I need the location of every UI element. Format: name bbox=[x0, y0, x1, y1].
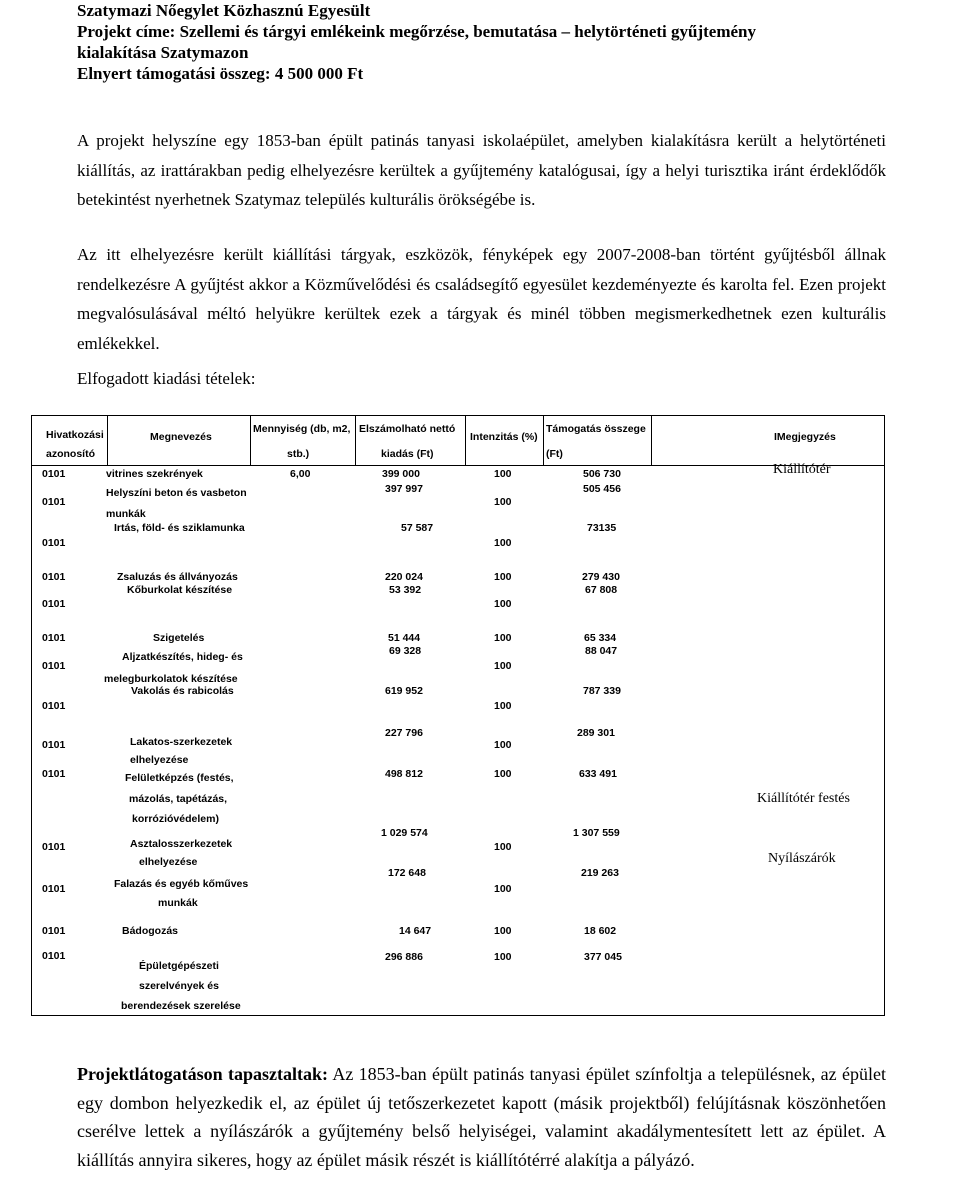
row-name-line-2: munkák bbox=[158, 897, 198, 909]
col-header-support-2: (Ft) bbox=[546, 448, 563, 460]
row-id: 0101 bbox=[42, 700, 66, 712]
row-intensity: 100 bbox=[494, 632, 512, 644]
grant-amount: Elnyert támogatási összeg: 4 500 000 Ft bbox=[77, 64, 364, 83]
row-intensity: 100 bbox=[494, 925, 512, 937]
row-qty: 6,00 bbox=[290, 468, 311, 480]
row-cost: 619 952 bbox=[385, 685, 423, 697]
row-intensity: 100 bbox=[494, 883, 512, 895]
row-cost: 14 647 bbox=[399, 925, 432, 937]
row-name-line-2: elhelyezése bbox=[130, 754, 189, 766]
row-name: Aljzatkészítés, hideg- és bbox=[122, 651, 243, 663]
row-support: 65 334 bbox=[584, 632, 617, 644]
col-header-name: Megnevezés bbox=[150, 431, 212, 443]
row-support: 506 730 bbox=[583, 468, 621, 480]
col-header-qty: Mennyiség (db, m2, bbox=[253, 423, 351, 435]
row-id: 0101 bbox=[42, 739, 66, 751]
row-name-line-2: munkák bbox=[106, 508, 146, 520]
col-header-note: IMegjegyzés bbox=[774, 431, 836, 443]
col-header-id: Hivatkozási bbox=[46, 429, 104, 441]
row-name: Helyszíni beton és vasbeton bbox=[106, 487, 247, 499]
row-id: 0101 bbox=[42, 883, 66, 895]
row-name-line-2: melegburkolatok készítése bbox=[104, 673, 238, 685]
row-cost: 53 392 bbox=[389, 584, 422, 596]
row-name-line-3: korrózióvédelem) bbox=[132, 813, 219, 825]
row-name: Bádogozás bbox=[122, 925, 179, 937]
row-support: 73135 bbox=[587, 522, 617, 534]
row-intensity: 100 bbox=[494, 768, 512, 780]
row-id: 0101 bbox=[42, 537, 66, 549]
row-intensity: 100 bbox=[494, 700, 512, 712]
header-divider bbox=[250, 416, 251, 466]
row-support: 787 339 bbox=[583, 685, 621, 697]
document-header bbox=[77, 0, 897, 84]
row-id: 0101 bbox=[42, 660, 66, 672]
header-divider bbox=[465, 416, 466, 466]
col-header-qty-2: stb.) bbox=[287, 448, 310, 460]
row-support: 377 045 bbox=[584, 951, 622, 963]
row-intensity: 100 bbox=[494, 841, 512, 853]
row-cost: 57 587 bbox=[401, 522, 434, 534]
header-bottom-rule bbox=[32, 465, 884, 466]
row-note: Kiállítótér bbox=[773, 462, 831, 477]
row-cost: 399 000 bbox=[382, 468, 420, 480]
row-id: 0101 bbox=[42, 950, 66, 962]
header-divider bbox=[355, 416, 356, 466]
row-support: 67 808 bbox=[585, 584, 618, 596]
row-intensity: 100 bbox=[494, 571, 512, 583]
visit-findings-lead: Projektlátogatáson tapasztaltak: bbox=[77, 1064, 328, 1084]
row-name: Szigetelés bbox=[153, 632, 205, 644]
row-name: Zsaluzás és állványozás bbox=[117, 571, 238, 583]
project-title-line-2: kialakítása Szatymazon bbox=[77, 43, 249, 62]
col-header-support: Támogatás összege bbox=[546, 423, 646, 435]
expense-table bbox=[31, 415, 885, 1016]
row-intensity: 100 bbox=[494, 660, 512, 672]
row-cost: 69 328 bbox=[389, 645, 422, 657]
row-cost: 296 886 bbox=[385, 951, 423, 963]
row-intensity: 100 bbox=[494, 598, 512, 610]
organization-name: Szatymazi Nőegylet Közhasznú Egyesült bbox=[77, 1, 371, 20]
row-name-line-2: szerelvények és bbox=[139, 980, 219, 992]
row-id: 0101 bbox=[42, 925, 66, 937]
row-id: 0101 bbox=[42, 841, 66, 853]
row-id: 0101 bbox=[42, 632, 66, 644]
row-support: 633 491 bbox=[579, 768, 617, 780]
row-note: Kiállítótér festés bbox=[757, 791, 850, 806]
row-support: 88 047 bbox=[585, 645, 618, 657]
row-name: Irtás, föld- és sziklamunka bbox=[114, 522, 245, 534]
row-name: Asztalosszerkezetek bbox=[130, 838, 233, 850]
row-cost: 397 997 bbox=[385, 483, 423, 495]
row-cost: 227 796 bbox=[385, 727, 423, 739]
row-cost: 172 648 bbox=[388, 867, 426, 879]
row-intensity: 100 bbox=[494, 739, 512, 751]
row-name-line-2: mázolás, tapétázás, bbox=[129, 793, 228, 805]
header-divider bbox=[107, 416, 108, 466]
col-header-id-2: azonosító bbox=[46, 448, 95, 460]
col-header-cost: Elszámolható nettó bbox=[359, 423, 456, 435]
row-name-line-2: elhelyezése bbox=[139, 856, 198, 868]
row-id: 0101 bbox=[42, 768, 66, 780]
row-cost: 51 444 bbox=[388, 632, 421, 644]
row-support: 279 430 bbox=[582, 571, 620, 583]
row-support: 505 456 bbox=[583, 483, 621, 495]
table-caption: Elfogadott kiadási tételek: bbox=[77, 369, 256, 388]
header-divider bbox=[651, 416, 652, 466]
row-id: 0101 bbox=[42, 496, 66, 508]
row-cost: 220 024 bbox=[385, 571, 423, 583]
row-intensity: 100 bbox=[494, 496, 512, 508]
intro-paragraph-1: A projekt helyszíne egy 1853-ban épült patinás tanyasi iskolaépület, amelyben kialakításra került a helytörténeti kiállítás, az irattárakban pedig elhelyezésre kerültek a gyűjtemény katalógusai, így a helyi turisztika iránt érdeklődők betekintést nyerhetnek Szatymaz település kulturális örökségébe is. bbox=[77, 131, 886, 209]
row-support: 1 307 559 bbox=[573, 827, 620, 839]
row-name: Kőburkolat készítése bbox=[127, 584, 233, 596]
row-name: Lakatos-szerkezetek bbox=[130, 736, 233, 748]
row-intensity: 100 bbox=[494, 951, 512, 963]
project-title-line-1: Projekt címe: Szellemi és tárgyi emlékeink megőrzése, bemutatása – helytörténeti gyűjtemény bbox=[77, 22, 757, 41]
row-support: 18 602 bbox=[584, 925, 617, 937]
row-note: Nyílászárók bbox=[768, 851, 836, 866]
row-name: Felületképzés (festés, bbox=[125, 772, 234, 784]
row-name: vitrines szekrények bbox=[106, 468, 203, 480]
row-cost: 498 812 bbox=[385, 768, 423, 780]
row-id: 0101 bbox=[42, 571, 66, 583]
row-support: 219 263 bbox=[581, 867, 619, 879]
row-name: Falazás és egyéb kőműves bbox=[114, 878, 249, 890]
row-cost: 1 029 574 bbox=[381, 827, 428, 839]
col-header-intensity: Intenzitás (%) bbox=[470, 431, 538, 443]
row-intensity: 100 bbox=[494, 537, 512, 549]
visit-findings-text: Az 1853-ban épült patinás tanyasi épület színfoltja a településnek, az épület egy dombon helyezkedik el, az épület új tetőszerkezetet kapott (másik projektből) felújításnak köszönhetően cserélve lettek a nyílászárók a gyűjtemény belső helyiségei, valamint akadálymentesített lett az épület. A kiállítás annyira sikeres, hogy az épület másik részét is kiállítótérré alakítja a pályázó. bbox=[77, 1064, 886, 1170]
row-name: Vakolás és rabicolás bbox=[131, 685, 234, 697]
row-support: 289 301 bbox=[577, 727, 615, 739]
row-intensity: 100 bbox=[494, 468, 512, 480]
header-divider bbox=[543, 416, 544, 466]
col-header-cost-2: kiadás (Ft) bbox=[381, 448, 434, 460]
visit-findings-paragraph bbox=[77, 1060, 886, 1174]
row-id: 0101 bbox=[42, 468, 66, 480]
intro-paragraph-2: Az itt elhelyezésre került kiállítási tárgyak, eszközök, fényképek egy 2007-2008-ban történt gyűjtésből állnak rendelkezésre A gyűjtést akkor a Közművelődési és családsegítő egyesület kezdeményezte és karolta fel. Ezen projekt megvalósulásával méltó helyükre kerültek ezek a tárgyak és minél többen megismerkedhetnek ezen kulturális emlékekkel. bbox=[77, 245, 886, 353]
row-id: 0101 bbox=[42, 598, 66, 610]
row-name: Épületgépészeti bbox=[139, 960, 219, 972]
row-name-line-3: berendezések szerelése bbox=[121, 1000, 241, 1012]
